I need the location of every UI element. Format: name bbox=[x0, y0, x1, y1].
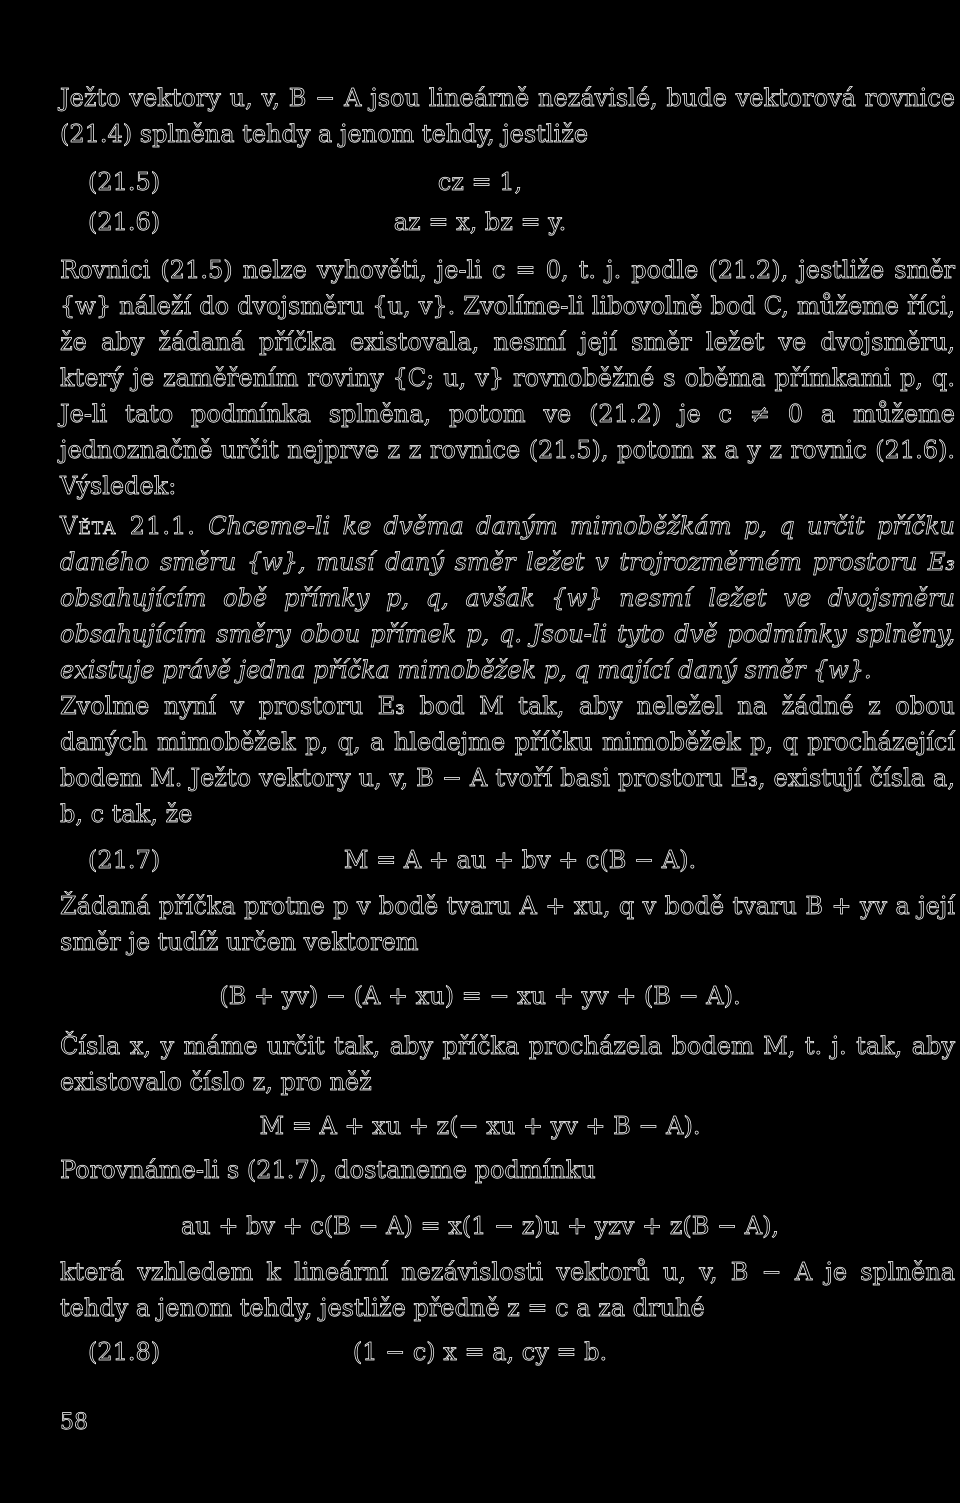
theorem-21-1 bbox=[60, 508, 955, 688]
equation-condition: au + bv + c(B − A) = x(1 − z)u + yzv + z(B − A), bbox=[180, 1212, 780, 1240]
paragraph-point-m: Zvolme nyní v prostoru E₃ bod M tak, aby neležel na žádné z obou daných mimoběžek p, q, a hledejme příčku mimoběžek p, q procházející bodem M. Ježto vektory u, v, B − A tvoří basi prostoru E₃, existují čísla a, b, c tak, že bbox=[60, 692, 955, 828]
theorem-label: Věta 21.1. bbox=[60, 512, 196, 540]
equation-point-m: M = A + xu + z(− xu + yv + B − A). bbox=[259, 1112, 701, 1140]
paragraph-transversal: Žádaná příčka protne p v bodě tvaru A + xu, q v bodě tvaru B + yv a její směr je tudíž určen vektorem bbox=[60, 892, 955, 956]
paragraph-condition: Rovnici (21.5) nelze vyhověti, je-li c = 0, t. j. podle (21.2), jestliže směr {w} náleží do dvojsměru {u, v}. Zvolíme-li libovolně bod C, můžeme říci, že aby žádaná příčka existovala, nesmí její směr ležet ve dvojsměru, který je zaměřením roviny {C; u, v} rovnoběžné s oběma přímkami p, q. Je-li tato podmínka splněna, potom ve (21.2) je c ≠ 0 a můžeme jednoznačně určit nejprve z z rovnice (21.5), potom x a y z rovnic (21.6). Výsledek: bbox=[60, 256, 955, 500]
equation-number-21-6: (21.6) bbox=[88, 208, 161, 236]
equation-21-5: cz = 1, bbox=[437, 168, 523, 196]
paragraph-numbers-xy: Čísla x, y máme určit tak, aby příčka procházela bodem M, t. j. tak, aby existovalo číslo z, pro něž bbox=[60, 1032, 955, 1096]
equation-number-21-5: (21.5) bbox=[88, 168, 161, 196]
equation-21-8: (1 − c) x = a, cy = b. bbox=[352, 1338, 608, 1366]
equation-21-7: M = A + au + bv + c(B − A). bbox=[343, 846, 697, 874]
paragraph-intro: Ježto vektory u, v, B − A jsou lineárně nezávislé, bude vektorová rovnice (21.4) splněna tehdy a jenom tehdy, jestliže bbox=[60, 84, 955, 148]
paragraph-compare: Porovnáme-li s (21.7), dostaneme podmínku bbox=[60, 1156, 596, 1184]
page-number: 58 bbox=[60, 1410, 88, 1435]
equation-number-21-8: (21.8) bbox=[88, 1338, 161, 1366]
paragraph-independence: která vzhledem k lineární nezávislosti vektorů u, v, B − A je splněna tehdy a jenom tehdy, jestliže předně z = c a za druhé bbox=[60, 1258, 955, 1322]
equation-number-21-7: (21.7) bbox=[88, 846, 161, 874]
equation-direction-vector: (B + yv) − (A + xu) = − xu + yv + (B − A). bbox=[219, 982, 741, 1010]
equation-21-6: az = x, bz = y. bbox=[393, 208, 567, 236]
theorem-statement: Chceme-li ke dvěma daným mimoběžkám p, q určit příčku daného směru {w}, musí daný směr ležet v trojrozměrném prostoru E₃ obsahujícím obě přímky p, q, avšak {w} nesmí ležet ve dvojsměru obsahujícím směry obou přímek p, q. Jsou-li tyto dvě podmínky splněny, existuje právě jedna příčka mimoběžek p, q mající daný směr {w}. bbox=[60, 512, 956, 684]
